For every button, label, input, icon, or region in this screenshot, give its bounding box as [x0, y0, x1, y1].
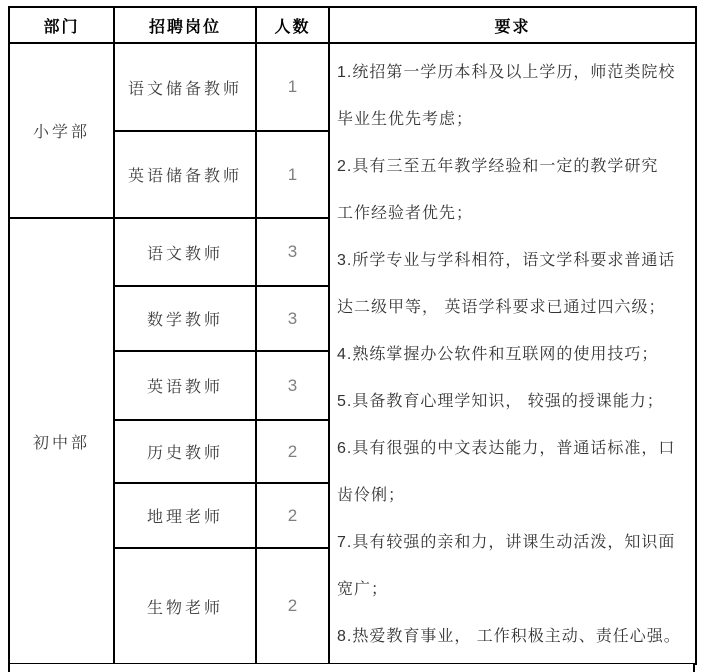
department-cell-junior-high: 初中部 [9, 218, 114, 664]
column-header-department: 部门 [9, 7, 114, 43]
requirement-line: 工作经验者优先； [337, 205, 474, 222]
count-cell: 2 [256, 420, 329, 483]
requirement-line: 1.统招第一学历本科及以上学历，师范类院校 [337, 64, 676, 81]
count-cell: 3 [256, 218, 329, 286]
cutoff-next-row [8, 664, 695, 672]
column-header-requirements: 要求 [329, 7, 696, 43]
count-cell: 1 [256, 131, 329, 218]
position-cell: 英语储备教师 [114, 131, 256, 218]
requirement-line: 6.具有很强的中文表达能力，普通话标准，口 [337, 440, 676, 457]
count-cell: 3 [256, 351, 329, 420]
requirement-line: 5.具备教育心理学知识， 较强的授课能力； [337, 393, 664, 410]
recruitment-table [8, 6, 697, 665]
count-cell: 1 [256, 43, 329, 131]
table-row [9, 43, 696, 131]
position-cell: 英语教师 [114, 351, 256, 420]
requirement-line: 达二级甲等， 英语学科要求已通过四六级； [337, 299, 666, 316]
count-cell: 2 [256, 548, 329, 664]
count-cell: 3 [256, 286, 329, 351]
column-header-position: 招聘岗位 [114, 7, 256, 43]
requirement-line: 4.熟练掌握办公软件和互联网的使用技巧； [337, 346, 659, 363]
requirement-line: 3.所学专业与学科相符，语文学科要求普通话 [337, 252, 676, 269]
count-cell: 2 [256, 483, 329, 548]
requirement-line: 8.热爱教育事业， 工作积极主动、责任心强。 [337, 628, 681, 645]
department-cell-primary-school: 小学部 [9, 43, 114, 218]
position-cell: 语文储备教师 [114, 43, 256, 131]
column-header-count: 人数 [256, 7, 329, 43]
position-cell: 历史教师 [114, 420, 256, 483]
requirement-line: 毕业生优先考虑； [337, 111, 474, 128]
requirement-line: 2.具有三至五年教学经验和一定的教学研究 [337, 158, 659, 175]
requirement-line: 宽广； [337, 581, 389, 598]
position-cell: 数学教师 [114, 286, 256, 351]
position-cell: 语文教师 [114, 218, 256, 286]
table-header-row [9, 7, 696, 43]
requirement-line: 7.具有较强的亲和力，讲课生动活泼，知识面 [337, 534, 676, 551]
position-cell: 地理老师 [114, 483, 256, 548]
requirement-line: 齿伶俐； [337, 487, 406, 504]
requirements-cell [329, 43, 696, 664]
position-cell: 生物老师 [114, 548, 256, 664]
